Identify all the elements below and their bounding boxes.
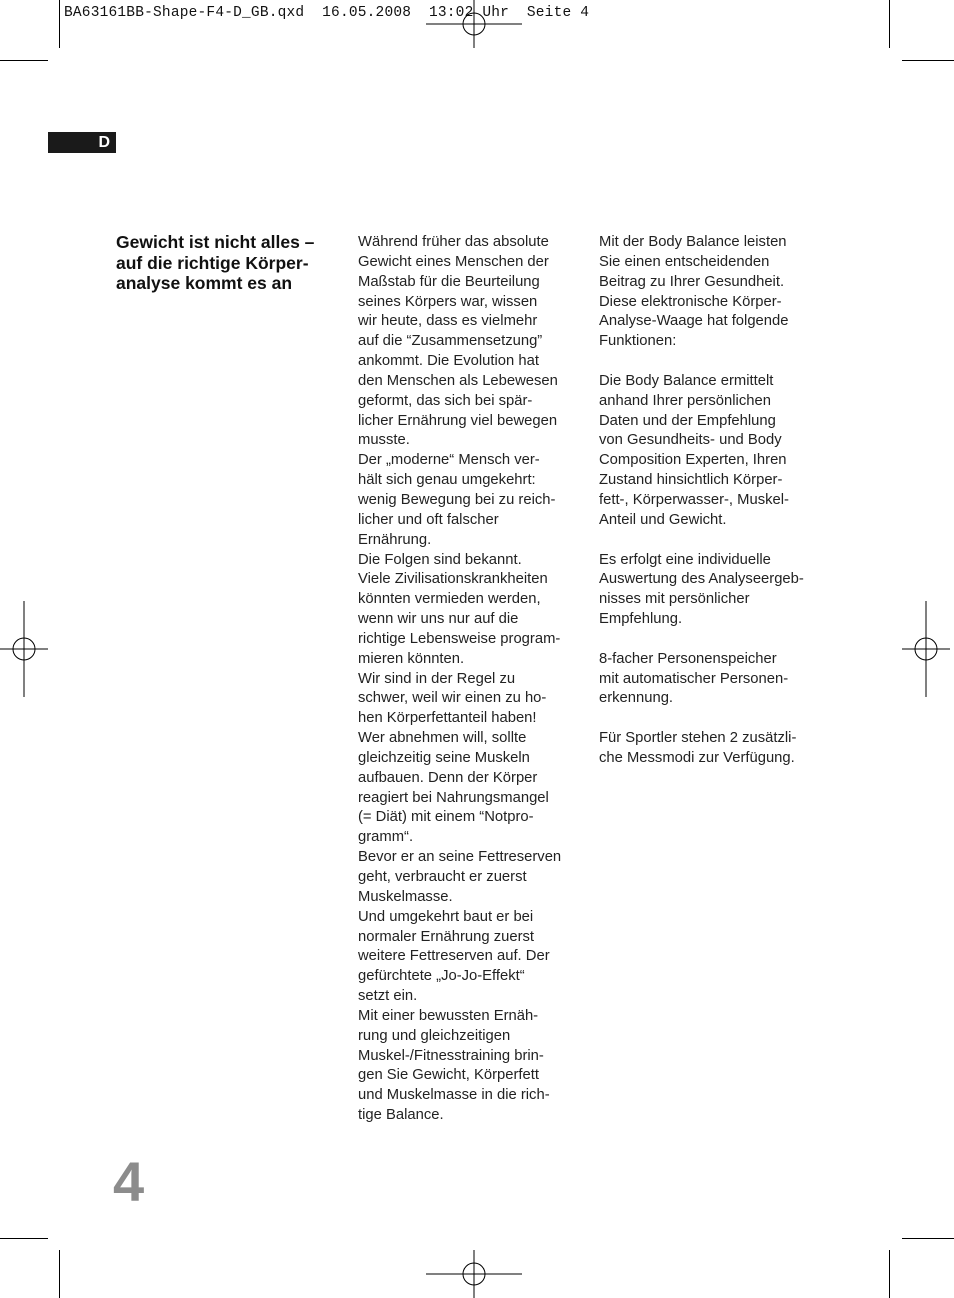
crop-mark-top-right-vertical <box>889 0 890 48</box>
body-text-line: könnten vermieden werden, <box>358 591 541 608</box>
body-text-line: Wir sind in der Regel zu <box>358 670 516 687</box>
body-text-line: che Messmodi zur Verfügung. <box>599 749 795 766</box>
body-text-line: Die Body Balance ermittelt <box>599 372 774 389</box>
body-text-line: Viele Zivilisationskrankheiten <box>358 571 548 588</box>
body-text-line: (= Diät) mit einem “Notpro- <box>358 809 534 826</box>
text-column-right <box>599 233 839 769</box>
body-text-line: mit automatischer Personen- <box>599 670 789 687</box>
body-text-line: Beitrag zu Ihrer Gesundheit. <box>599 273 785 290</box>
registration-mark-bottom-icon <box>426 1250 524 1298</box>
body-text-line: setzt ein. <box>358 988 418 1005</box>
body-text-line: wenig Bewegung bei zu reich- <box>358 491 556 508</box>
body-text-line: Composition Experten, Ihren <box>599 452 787 469</box>
body-text-line: anhand Ihrer persönlichen <box>599 392 771 409</box>
body-text-line: rung und gleichzeitigen <box>358 1027 511 1044</box>
body-text-line: von Gesundheits- und Body <box>599 432 782 449</box>
crop-mark-bottom-right-horizontal <box>902 1238 954 1239</box>
body-text-line: Funktionen: <box>599 333 677 350</box>
body-text-line: Auswertung des Analyseergeb- <box>599 571 804 588</box>
body-text-line: Für Sportler stehen 2 zusätzli- <box>599 730 797 747</box>
body-text-line: Während früher das absolute <box>358 234 549 250</box>
body-text-line: geformt, das sich bei spär- <box>358 392 533 409</box>
body-text-line: Muskelmasse. <box>358 888 453 905</box>
registration-mark-left-icon <box>0 601 48 697</box>
body-text-line: ankommt. Die Evolution hat <box>358 353 539 370</box>
paragraph-gap <box>599 531 839 551</box>
body-text-line: Analyse-Waage hat folgende <box>599 313 789 330</box>
language-tab: D <box>48 132 116 153</box>
body-text-line: weitere Fettreserven auf. Der <box>358 948 550 965</box>
body-text-line: Maßstab für die Beurteilung <box>358 273 540 290</box>
body-text-line: gramm“. <box>358 829 414 846</box>
body-text-line: Sie einen entscheidenden <box>599 253 770 270</box>
body-text-line: licher Ernährung viel bewegen <box>358 412 558 429</box>
body-text-line: wir heute, dass es vielmehr <box>358 313 538 330</box>
body-text-line: Die Folgen sind bekannt. <box>358 551 522 568</box>
body-text-line: tige Balance. <box>358 1107 444 1124</box>
body-text-line: Es erfolgt eine individuelle <box>599 551 771 568</box>
body-text-line: Ernährung. <box>358 531 432 548</box>
body-text-line: Diese elektronische Körper- <box>599 293 782 310</box>
body-text-line: hält sich genau umgekehrt: <box>358 472 536 489</box>
registration-mark-right-icon <box>902 601 950 697</box>
body-text-line: erkennung. <box>599 690 674 707</box>
body-text-line: geht, verbraucht er zuerst <box>358 869 527 885</box>
body-text-line: auf die “Zusammensetzung” <box>358 333 543 350</box>
body-text-line: hen Körperfettanteil haben! <box>358 710 537 727</box>
body-text-line: Mit einer bewussten Ernäh- <box>358 1007 539 1024</box>
body-text-line: Empfehlung. <box>599 611 683 628</box>
body-text-line: Muskel-/Fitnesstraining brin- <box>358 1047 544 1064</box>
body-text-line: richtige Lebensweise program- <box>358 630 561 647</box>
crop-mark-bottom-left-vertical <box>59 1250 60 1298</box>
crop-mark-top-left-vertical <box>59 0 60 48</box>
heading-line: analyse kommt es an <box>116 273 293 293</box>
section-heading <box>116 232 341 294</box>
body-text-line: Und umgekehrt baut er bei <box>358 908 534 925</box>
body-text-line: Anteil und Gewicht. <box>599 511 727 528</box>
body-text-line: mieren könnten. <box>358 650 465 667</box>
body-text-line: reagiert bei Nahrungsmangel <box>358 789 549 806</box>
heading-line: Gewicht ist nicht alles – <box>116 232 315 252</box>
body-text-line: Gewicht eines Menschen der <box>358 253 549 270</box>
crop-mark-bottom-left-horizontal <box>0 1238 48 1239</box>
page-number: 4 <box>113 1150 145 1213</box>
paragraph-gap <box>599 352 839 372</box>
body-text-line: Mit der Body Balance leisten <box>599 234 787 250</box>
body-text-line: aufbauen. Denn der Körper <box>358 769 538 786</box>
body-text-line: Der „moderne“ Mensch ver- <box>358 452 540 469</box>
body-text-line: Bevor er an seine Fettreserven <box>358 849 562 866</box>
body-text-line: Daten und der Empfehlung <box>599 412 776 429</box>
body-text-line: Wer abnehmen will, sollte <box>358 730 527 747</box>
body-text-line: Zustand hinsichtlich Körper- <box>599 472 783 489</box>
body-text-line: schwer, weil wir einen zu ho- <box>358 690 547 707</box>
body-text-line: gen Sie Gewicht, Körperfett <box>358 1067 539 1084</box>
body-text-line: nisses mit persönlicher <box>599 591 750 608</box>
crop-mark-bottom-right-vertical <box>889 1250 890 1298</box>
text-column-left <box>358 233 588 1126</box>
body-text-line: musste. <box>358 432 410 449</box>
body-text-line: licher und oft falscher <box>358 511 499 528</box>
body-text-line: normaler Ernährung zuerst <box>358 928 535 945</box>
body-text-line: gefürchtete „Jo-Jo-Effekt“ <box>358 968 525 985</box>
crop-mark-top-right-horizontal <box>902 60 954 61</box>
paragraph-gap <box>599 630 839 650</box>
body-text-line: fett-, Körperwasser-, Muskel- <box>599 491 789 508</box>
print-slug-line: BA63161BB-Shape-F4-D_GB.qxd 16.05.2008 13:02 Uhr Seite 4 <box>64 5 590 21</box>
body-text-line: gleichzeitig seine Muskeln <box>358 749 530 766</box>
body-text-line: seines Körpers war, wissen <box>358 293 538 310</box>
crop-mark-top-left-horizontal <box>0 60 48 61</box>
registration-mark-top-icon <box>426 0 524 48</box>
paragraph-gap <box>599 709 839 729</box>
body-text-line: den Menschen als Lebewesen <box>358 372 558 389</box>
body-text-line: und Muskelmasse in die rich- <box>358 1087 550 1104</box>
body-text-line: 8-facher Personenspeicher <box>599 650 777 667</box>
body-text-line: wenn wir uns nur auf die <box>358 611 519 628</box>
heading-line: auf die richtige Körper- <box>116 252 309 273</box>
